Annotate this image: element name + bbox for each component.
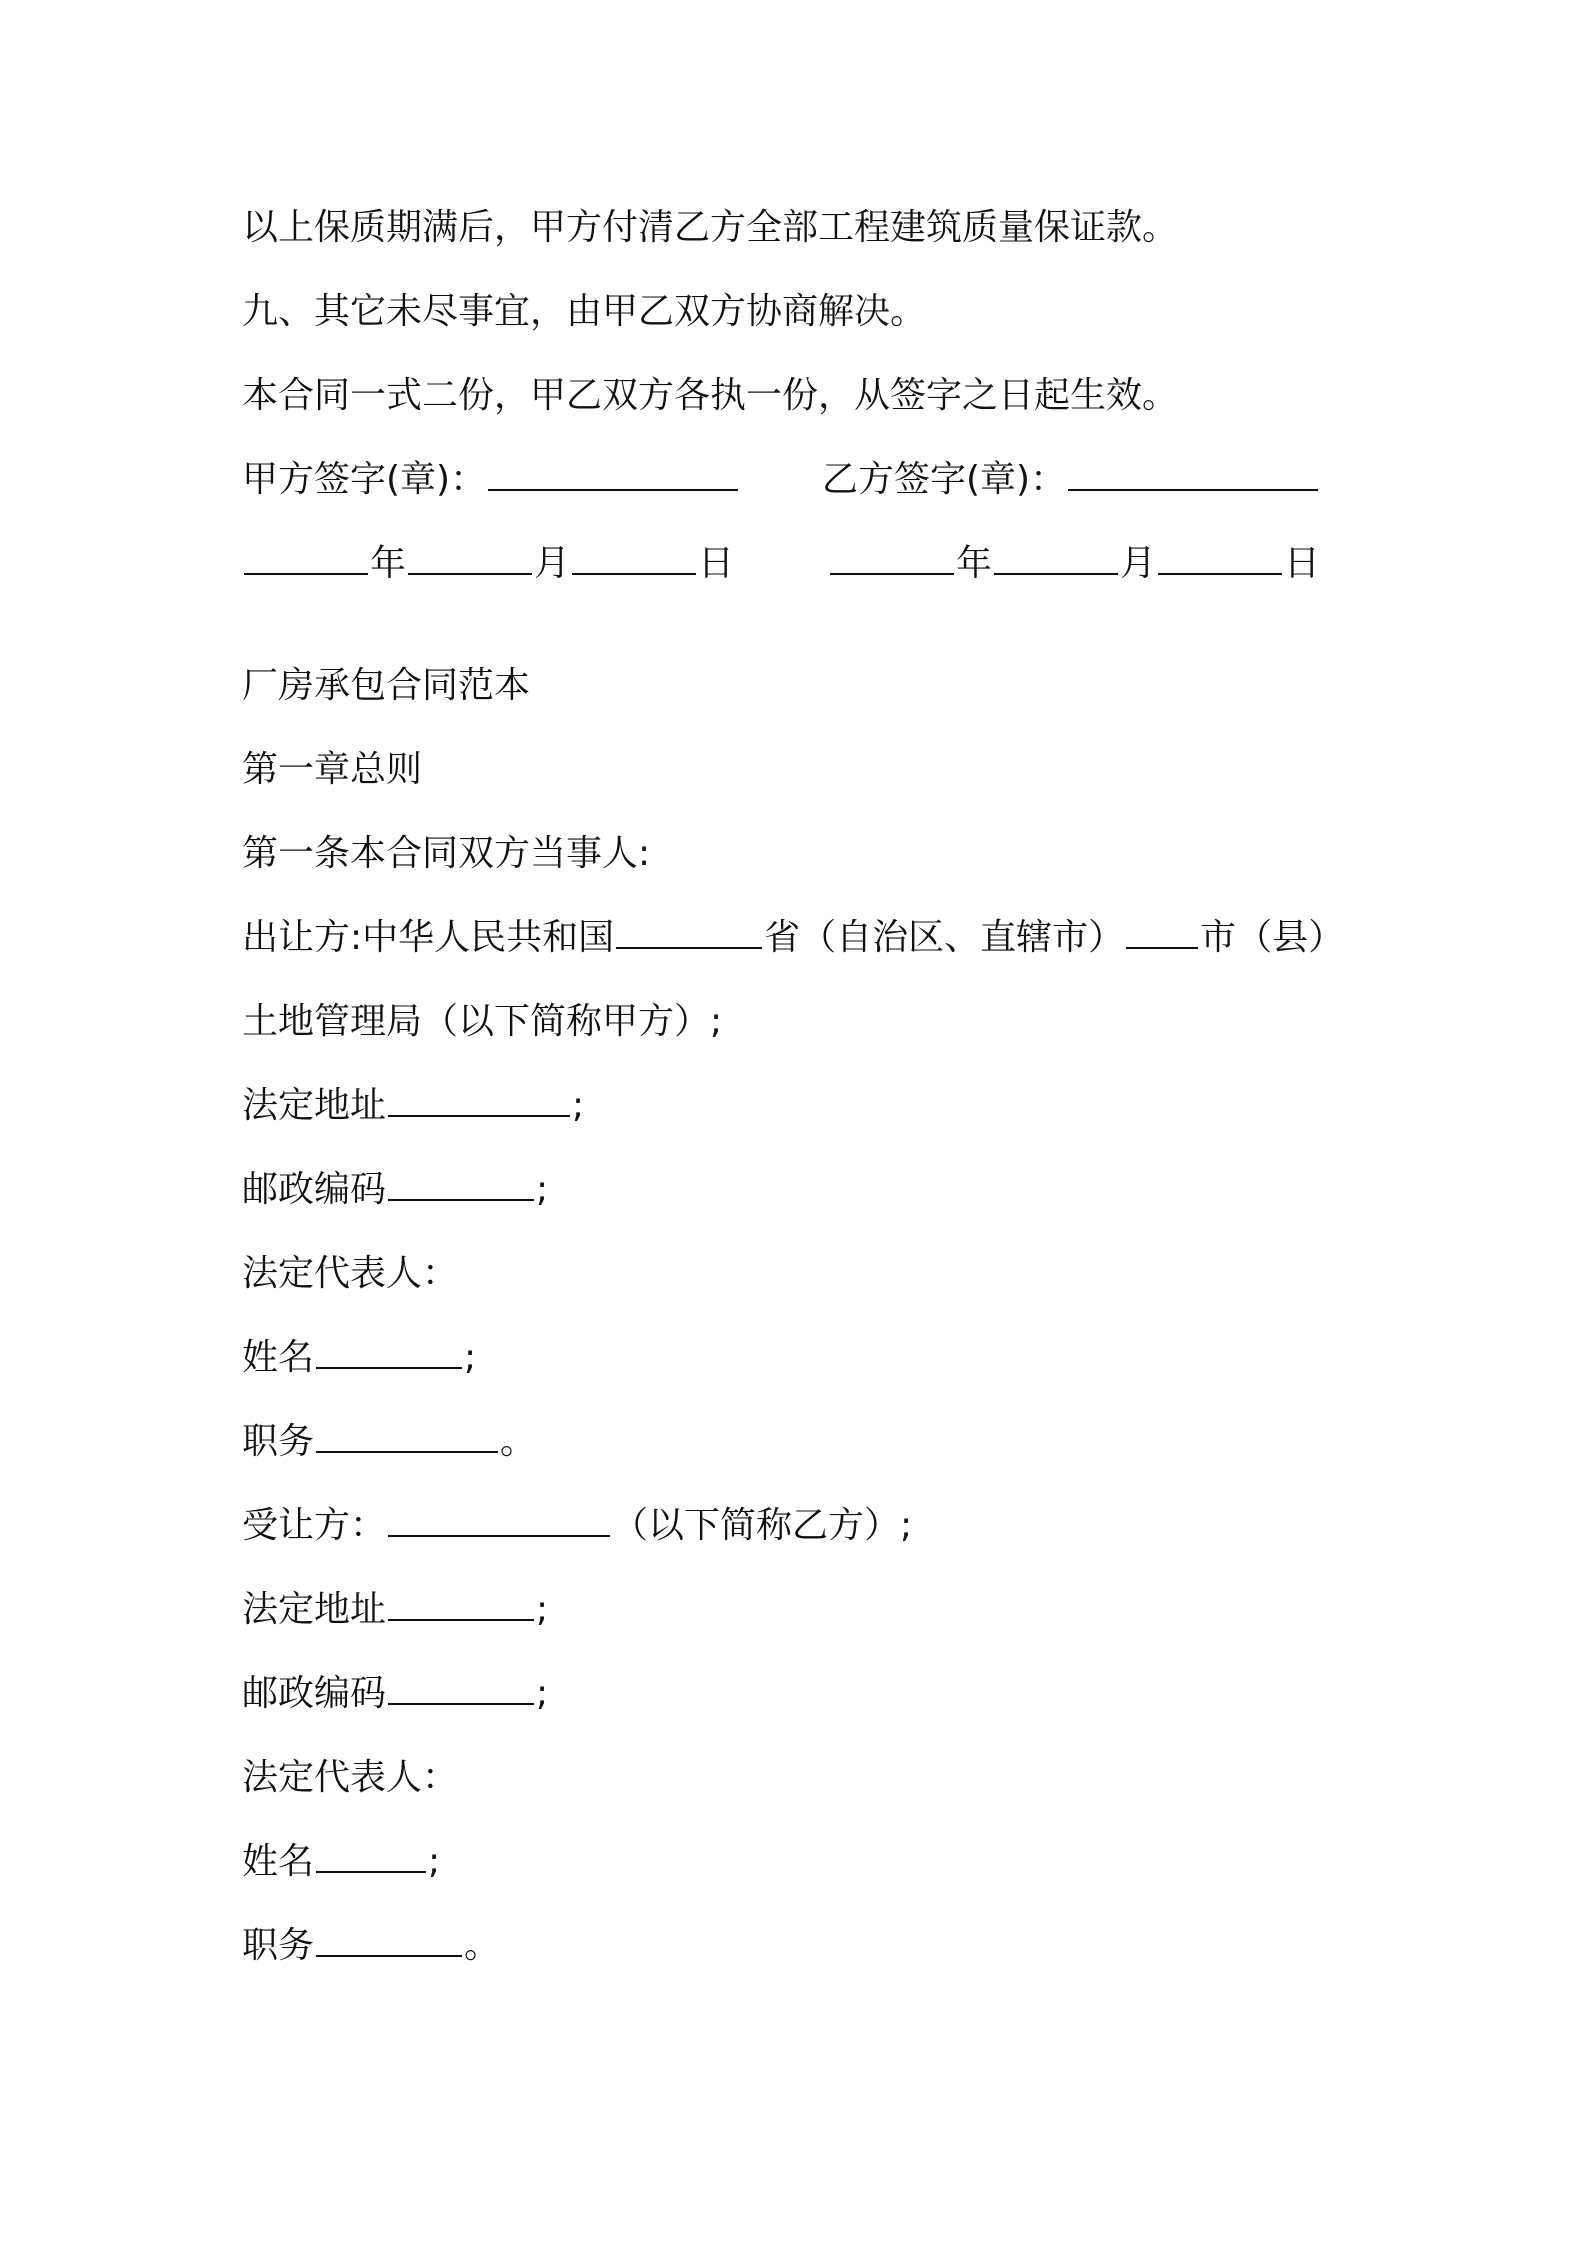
- month-label: 月: [1120, 543, 1157, 584]
- city-label: 市（县）: [1200, 917, 1345, 958]
- party-b-month-blank[interactable]: [994, 543, 1118, 575]
- party-b-date: [828, 542, 1320, 586]
- year-label: 年: [956, 543, 993, 584]
- period: 。: [464, 1925, 501, 1966]
- period: 。: [500, 1421, 537, 1462]
- transferee-name: [242, 1840, 440, 1884]
- transferee-address-blank[interactable]: [388, 1589, 534, 1621]
- transferee-name-blank[interactable]: [316, 1841, 426, 1873]
- party-a-date: [242, 542, 734, 586]
- party-a-year-blank[interactable]: [244, 543, 368, 575]
- legal-address-label: 法定地址: [242, 1589, 387, 1630]
- party-a-label: 甲方签字(章)：: [242, 459, 487, 500]
- article-heading: 第一条本合同双方当事人:: [242, 833, 651, 874]
- city-blank[interactable]: [1126, 917, 1198, 949]
- semicolon: ;: [536, 1673, 549, 1714]
- postal-code-label: 邮政编码: [242, 1169, 387, 1210]
- transferee-address: [242, 1588, 548, 1632]
- transferee-position: [242, 1924, 500, 1968]
- transferor-legal-rep: 法定代表人：: [242, 1253, 459, 1294]
- transferee-suffix: （以下简称乙方）;: [612, 1505, 913, 1546]
- day-label: 日: [698, 543, 735, 584]
- party-b-day-blank[interactable]: [1158, 543, 1282, 575]
- transferee-blank[interactable]: [388, 1505, 610, 1537]
- chapter-heading: 第一章总则: [242, 749, 423, 790]
- warranty-text: 以上保质期满后，甲方付清乙方全部工程建筑质量保证款。: [242, 207, 1179, 248]
- party-b-signature-blank[interactable]: [1068, 459, 1318, 491]
- transferor-position-blank[interactable]: [316, 1421, 498, 1453]
- semicolon: ;: [536, 1169, 549, 1210]
- party-b-label: 乙方签字(章)：: [822, 459, 1067, 500]
- transferor-postal-blank[interactable]: [388, 1169, 534, 1201]
- transferor-address-blank[interactable]: [388, 1085, 570, 1117]
- semicolon: ;: [464, 1337, 477, 1378]
- copies-text: 本合同一式二份，甲乙双方各执一份，从签字之日起生效。: [242, 375, 1179, 416]
- transferor-position: [242, 1420, 536, 1464]
- transferor-name: [242, 1336, 476, 1380]
- transferee-prefix: 受让方：: [242, 1505, 387, 1546]
- transferee-position-blank[interactable]: [316, 1925, 462, 1957]
- party-b-signature: [822, 458, 1320, 502]
- party-b-year-blank[interactable]: [830, 543, 954, 575]
- transferor-name-blank[interactable]: [316, 1337, 462, 1369]
- name-label: 姓名: [242, 1841, 315, 1882]
- month-label: 月: [534, 543, 571, 584]
- day-label: 日: [1284, 543, 1321, 584]
- party-a-signature-blank[interactable]: [488, 459, 738, 491]
- year-label: 年: [370, 543, 407, 584]
- transferor-prefix: 出让方:中华人民共和国: [242, 917, 615, 958]
- semicolon: ;: [536, 1589, 549, 1630]
- legal-address-label: 法定地址: [242, 1085, 387, 1126]
- transferee-line: [242, 1504, 912, 1548]
- postal-code-label: 邮政编码: [242, 1673, 387, 1714]
- semicolon: ;: [572, 1085, 585, 1126]
- party-a-signature: [242, 458, 740, 502]
- party-a-day-blank[interactable]: [572, 543, 696, 575]
- position-label: 职务: [242, 1421, 315, 1462]
- semicolon: ;: [428, 1841, 441, 1882]
- party-a-month-blank[interactable]: [408, 543, 532, 575]
- transferee-legal-rep: 法定代表人：: [242, 1757, 459, 1798]
- province-label: 省（自治区、直辖市）: [764, 917, 1125, 958]
- transferor-address: [242, 1084, 584, 1128]
- clause-nine-text: 九、其它未尽事宜，由甲乙双方协商解决。: [242, 291, 927, 332]
- transferor-line-2: 土地管理局（以下简称甲方）;: [242, 1001, 723, 1042]
- province-blank[interactable]: [616, 917, 762, 949]
- contract-title: 厂房承包合同范本: [242, 665, 531, 706]
- position-label: 职务: [242, 1925, 315, 1966]
- transferee-postal: [242, 1672, 548, 1716]
- transferor-postal: [242, 1168, 548, 1212]
- transferee-postal-blank[interactable]: [388, 1673, 534, 1705]
- name-label: 姓名: [242, 1337, 315, 1378]
- transferor-line: [242, 916, 1344, 960]
